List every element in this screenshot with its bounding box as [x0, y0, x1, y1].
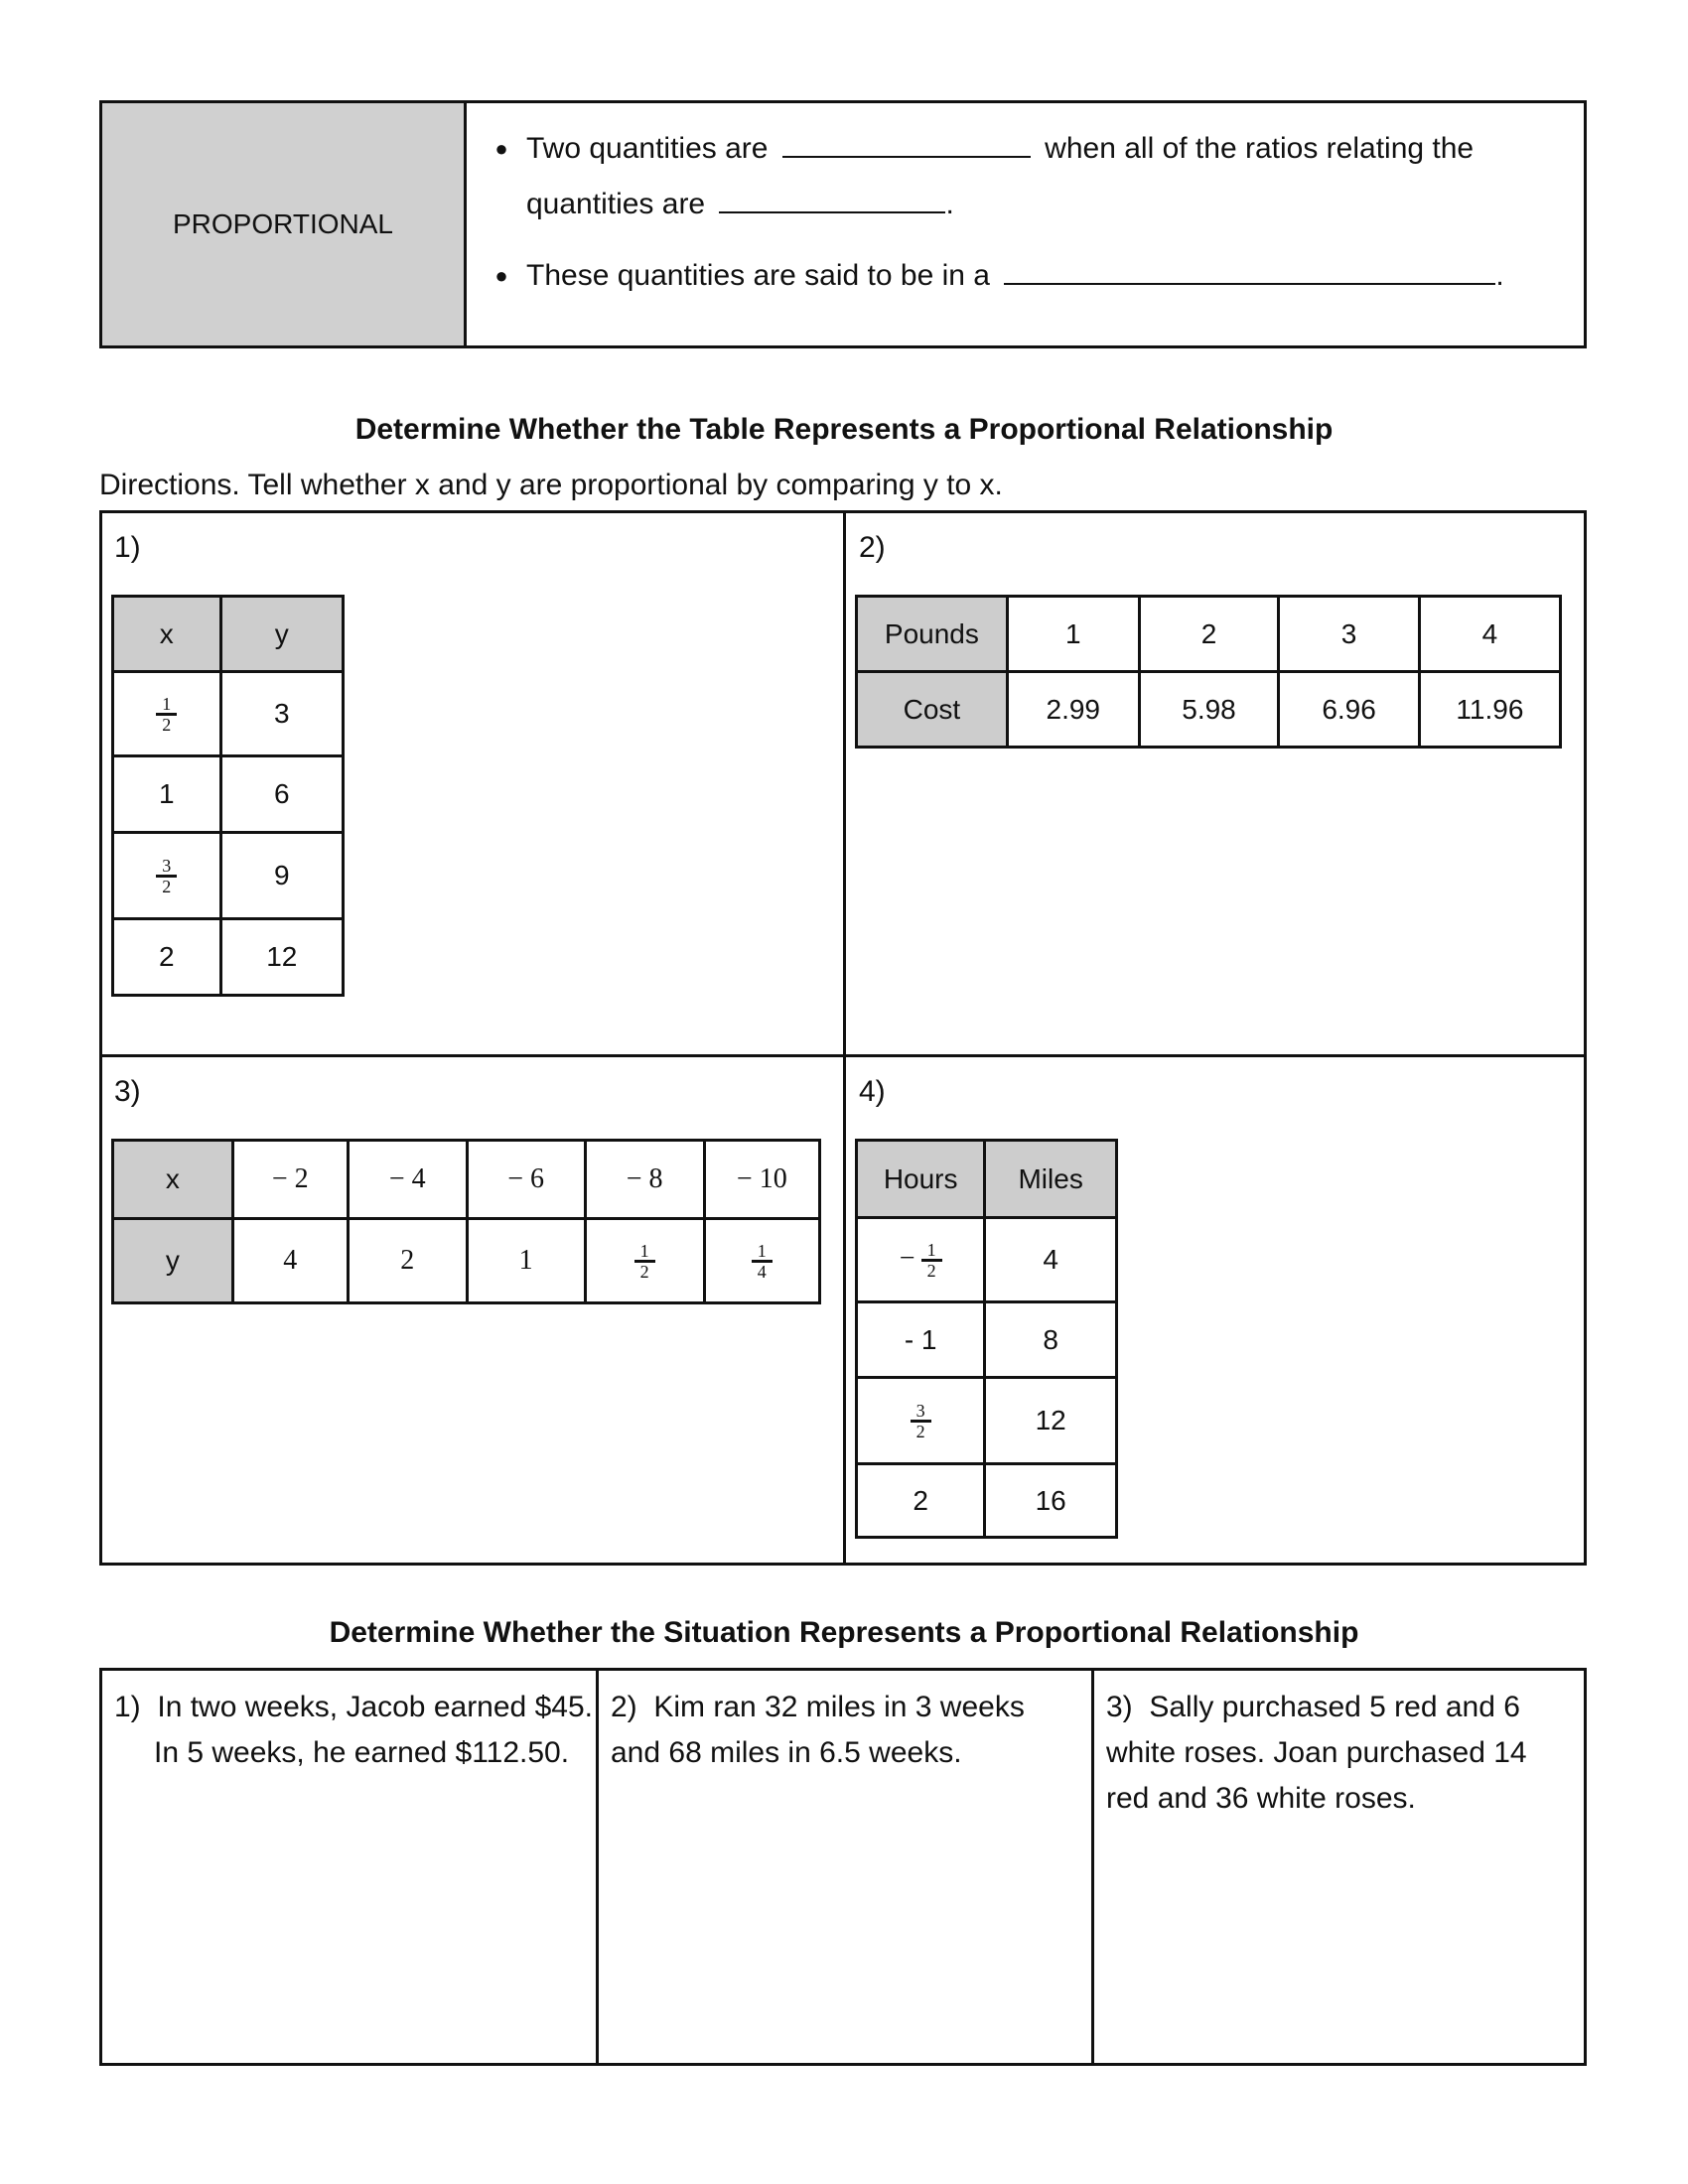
table-cell: 16 [985, 1464, 1117, 1538]
table-cell: 3 [1279, 597, 1420, 672]
table-cell: − 6 [467, 1141, 585, 1219]
table-cell: 1 [1007, 597, 1139, 672]
bullet-text: These quantities are said to be in a [526, 259, 990, 292]
section-heading: Determine Whether the Situation Represents a Proportional Relationship [329, 1616, 1359, 1649]
table-row [857, 1378, 1117, 1464]
table-cell: 5.98 [1139, 672, 1279, 748]
answer-blank[interactable] [782, 126, 1031, 158]
bullet-text: when all of the ratios relating the [1045, 132, 1475, 165]
situation-3 [1106, 1685, 1573, 1822]
fraction [921, 1241, 942, 1280]
problem-number: 1) [114, 531, 141, 564]
table-cell: 6 [220, 756, 343, 833]
table-header-row [857, 1141, 1117, 1218]
table-problem-3 [111, 1139, 821, 1304]
table-row [857, 1302, 1117, 1378]
divider [1091, 1671, 1094, 2063]
table-cell: 1 [113, 756, 221, 833]
table-cell: − 10 [704, 1141, 819, 1219]
table-header-row [113, 597, 344, 672]
table-header-cell: Hours [857, 1141, 985, 1218]
bullet-icon: ● [494, 263, 508, 288]
answer-blank[interactable] [1004, 253, 1495, 285]
table-cell: 2 [113, 919, 221, 996]
table-cell: 2 [348, 1219, 467, 1303]
table-cell: 12 [220, 919, 343, 996]
table-row [857, 1218, 1117, 1302]
table-row [113, 919, 344, 996]
divider [102, 1054, 1584, 1057]
table-row [113, 1219, 820, 1303]
table-cell: − 2 [232, 1141, 348, 1219]
numerator: 3 [911, 1402, 931, 1423]
numerator: 1 [921, 1241, 942, 1262]
table-header-cell: y [220, 597, 343, 672]
table-cell [113, 672, 221, 756]
table-cell: − 4 [348, 1141, 467, 1219]
table-problem-4 [855, 1139, 1118, 1539]
bullet-icon: ● [494, 136, 508, 161]
table-cell: 9 [220, 833, 343, 919]
bullet-text: Two quantities are [526, 132, 769, 165]
numerator: 1 [752, 1242, 773, 1263]
denominator: 2 [162, 876, 172, 896]
definition-bullet [477, 121, 1564, 232]
denominator: 2 [915, 1421, 925, 1441]
situation-1 [114, 1685, 621, 1776]
bullet-text: . [1495, 259, 1504, 292]
situation-text: Kim ran 32 miles in 3 weeks and 68 miles in 6.5 weeks. [611, 1691, 1025, 1769]
table-cell [857, 1218, 985, 1302]
table-row [113, 833, 344, 919]
fraction [156, 695, 177, 734]
situation-number: 2) [611, 1691, 637, 1723]
problem-number: 2) [859, 531, 886, 564]
table-header-cell: x [113, 597, 221, 672]
table-cell [704, 1219, 819, 1303]
definition-bullet [477, 248, 1564, 304]
denominator: 2 [639, 1261, 649, 1282]
table-cell [585, 1219, 704, 1303]
table-cell [857, 1378, 985, 1464]
table-cell: 4 [985, 1218, 1117, 1302]
table-cell: 3 [220, 672, 343, 756]
divider [843, 513, 846, 1563]
bullet-text: quantities are [526, 188, 706, 220]
situation-2 [611, 1685, 1077, 1776]
situation-number: 3) [1106, 1691, 1133, 1723]
table-cell: 11.96 [1419, 672, 1560, 748]
situation-text: In two weeks, Jacob earned $45. In 5 weeks, he earned $112.50. [154, 1691, 593, 1769]
denominator: 2 [162, 714, 172, 735]
directions-text: Directions. Tell whether x and y are proportional by comparing y to x. [99, 469, 1003, 501]
table-cell: 4 [232, 1219, 348, 1303]
table-cell: - 1 [857, 1302, 985, 1378]
table-cell [113, 833, 221, 919]
numerator: 3 [156, 857, 177, 878]
table-row [857, 672, 1561, 748]
problem-number: 3) [114, 1075, 141, 1108]
table-row [113, 672, 344, 756]
table-cell: 12 [985, 1378, 1117, 1464]
table-cell: − 8 [585, 1141, 704, 1219]
denominator: 2 [926, 1260, 936, 1281]
table-row [113, 1141, 820, 1219]
table-problem-1 [111, 595, 345, 997]
minus-sign: − [899, 1243, 915, 1275]
numerator: 1 [634, 1242, 655, 1263]
fraction [634, 1242, 655, 1281]
fraction [156, 857, 177, 895]
table-row [857, 597, 1561, 672]
denominator: 4 [757, 1261, 767, 1282]
definition-box [99, 100, 1587, 348]
answer-blank[interactable] [719, 182, 945, 213]
table-cell: 2 [857, 1464, 985, 1538]
definition-term: PROPORTIONAL [102, 103, 467, 345]
table-header-cell: Cost [857, 672, 1008, 748]
section-heading: Determine Whether the Table Represents a Proportional Relationship [354, 413, 1334, 446]
situation-number: 1) [114, 1691, 141, 1723]
table-cell: 2.99 [1007, 672, 1139, 748]
situations-box [99, 1668, 1587, 2066]
table-row [113, 756, 344, 833]
table-cell: 2 [1139, 597, 1279, 672]
table-header-cell: y [113, 1219, 233, 1303]
fraction [911, 1402, 931, 1440]
table-header-cell: Pounds [857, 597, 1008, 672]
table-header-cell: x [113, 1141, 233, 1219]
table-cell: 1 [467, 1219, 585, 1303]
table-row [857, 1464, 1117, 1538]
table-problem-2 [855, 595, 1562, 749]
table-header-cell: Miles [985, 1141, 1117, 1218]
definition-body [467, 103, 1584, 345]
situation-text: Sally purchased 5 red and 6 white roses. Joan purchased 14 red and 36 white roses. [1106, 1691, 1527, 1815]
table-cell: 4 [1419, 597, 1560, 672]
bullet-text: . [945, 188, 954, 220]
numerator: 1 [156, 695, 177, 716]
problem-number: 4) [859, 1075, 886, 1108]
table-cell: 6.96 [1279, 672, 1420, 748]
fraction [752, 1242, 773, 1281]
table-cell: 8 [985, 1302, 1117, 1378]
